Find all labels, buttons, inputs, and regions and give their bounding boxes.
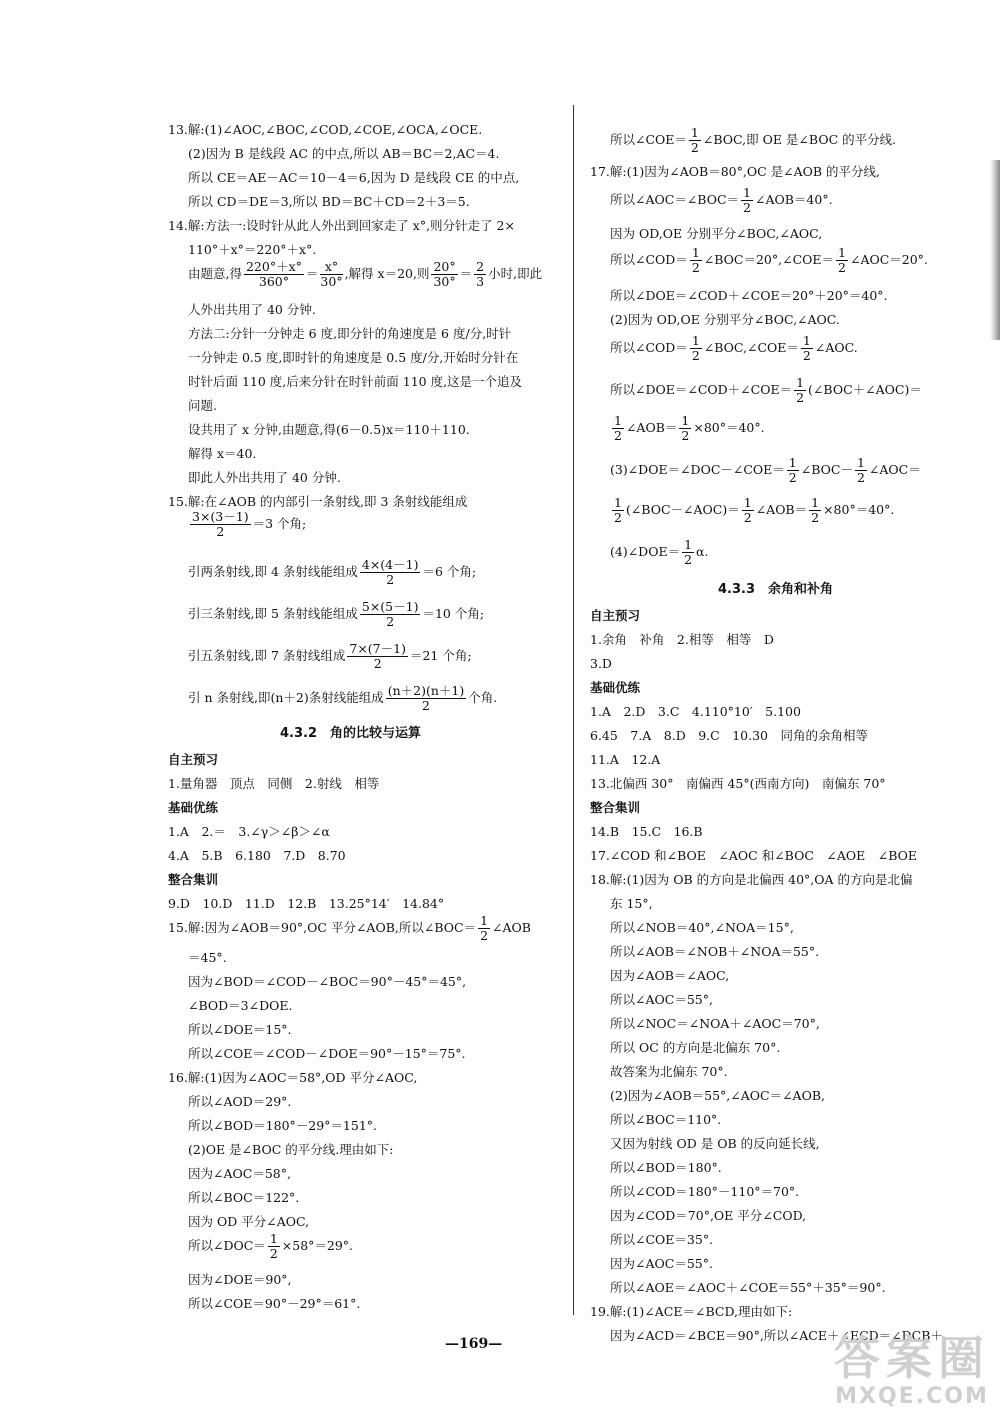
fraction: $\frac{1}{2}$: [838, 245, 846, 275]
zhjx-answers-2-2: 17.∠COD 和∠BOE ∠AOC 和∠BOC ∠AOE ∠BOE: [590, 848, 918, 863]
fraction: $\frac{1}{2}$: [691, 333, 700, 363]
q17-line-1: 17.解:(1)因为∠AOB＝80°,OC 是∠AOB 的平分线,: [590, 164, 881, 179]
jcyl-answers-2: 4.A 5.B 6.180 7.D 8.70: [168, 848, 346, 863]
q16-line-1: 16.解:(1)因为∠AOC＝58°,OD 平分∠AOC,: [168, 1070, 418, 1085]
q17-line-7: 所以∠COD＝ $\frac{1}{2}$ ∠BOC,∠COE＝ $\frac{1}{2}$ ∠AOC.: [610, 333, 858, 363]
fraction: $\frac{20^\circ}{30^\circ}$: [433, 259, 456, 289]
q14-line-9: 设共用了 x 分钟,由题意,得(6－0.5)x＝110＋110.: [188, 422, 470, 437]
fraction: $\frac{1}{2}$: [691, 245, 700, 275]
subheading-jcyl-2: 基础优练: [590, 680, 641, 695]
fraction: $\frac{1}{2}$: [690, 125, 699, 155]
zzyx-answers-2-1: 1.余角 补角 2.相等 相等 D: [590, 632, 774, 647]
q14-line-7: 时针后面 110 度,后来分针在时针前面 110 度,这是一个追及: [188, 374, 523, 389]
subheading-zzyx: 自主预习: [168, 752, 219, 767]
q17-line-12: (4)∠DOE＝ $\frac{1}{2}$ α.: [610, 537, 709, 567]
q18-line-9: 故答案为北偏东 70°.: [610, 1064, 728, 1079]
subheading-jcyl: 基础优练: [168, 800, 219, 815]
q17-line-8: 所以∠DOE＝∠COD＋∠COE＝ $\frac{1}{2}$ (∠BOC＋∠AOC)＝: [610, 375, 922, 405]
q15b-line-2: ＝45°.: [188, 950, 227, 965]
q15-line-4: 引三条射线,即 5 条射线能组成 $\frac{5\times(5-1)}{2}$ ＝10 个角;: [188, 599, 485, 629]
fraction: $\frac{7\times(7-1)}{2}$: [349, 641, 406, 671]
fraction: $\frac{2}{3}$: [476, 259, 485, 289]
q16-line-3: 所以∠BOD＝180°－29°＝151°.: [188, 1118, 378, 1133]
fraction: $\frac{(n+2)(n+1)}{2}$: [387, 683, 465, 713]
q18-line-4: 所以∠AOB＝∠NOB＋∠NOA＝55°.: [610, 944, 820, 959]
q15b-line-3: 因为∠BOD＝∠COD－∠BOC＝90°－45°＝45°,: [188, 974, 467, 989]
q15b-line-5: 所以∠DOE＝15°.: [188, 1022, 292, 1037]
fraction: $\frac{x^\circ}{30^\circ}$: [320, 259, 343, 289]
q13-line-2: (2)因为 B 是线段 AC 的中点,所以 AB＝BC＝2,AC＝4.: [188, 146, 500, 161]
watermark-logo: 答案圈 MXQE.COM: [834, 1331, 990, 1409]
q17-line-3: 因为 OD,OE 分别平分∠BOC,∠AOC,: [610, 226, 823, 241]
q17-line-2: 所以∠AOC＝∠BOC＝ $\frac{1}{2}$ ∠AOB＝40°.: [610, 185, 833, 215]
fraction: $\frac{4\times(4-1)}{2}$: [361, 557, 419, 587]
fraction: $\frac{1}{2}$: [743, 495, 752, 525]
q13-line-1: 13.解:(1)∠AOC,∠BOC,∠COD,∠COE,∠OCA,∠OCE.: [168, 122, 483, 137]
q17-line-6: (2)因为 OD,OE 分别平分∠BOC,∠AOC.: [610, 312, 840, 327]
q16-line-10: 所以∠COE＝90°－29°＝61°.: [188, 1296, 361, 1311]
q15-line-5: 引五条射线,即 7 条射线组成 $\frac{7\times(7-1)}{2}$ ＝21 个角;: [188, 641, 472, 671]
fraction: $\frac{1}{2}$: [802, 333, 811, 363]
q15b-line-4: ∠BOD＝3∠DOE.: [188, 998, 293, 1013]
subheading-zhjx-2: 整合集训: [590, 800, 641, 815]
fraction: $\frac{1}{2}$: [614, 413, 622, 443]
fraction: $\frac{1}{2}$: [614, 495, 622, 525]
q18-line-11: 所以∠BOC＝110°.: [610, 1112, 722, 1127]
q17-line-9: $\frac{1}{2}$ ∠AOB＝ $\frac{1}{2}$ ×80°＝40°.: [614, 413, 765, 443]
column-divider: [573, 105, 574, 1315]
q18-line-13: 所以∠BOD＝180°.: [610, 1160, 722, 1175]
fraction: $\frac{1}{2}$: [269, 1231, 278, 1261]
q19-line-1: 19.解:(1)∠ACE＝∠BCD,理由如下:: [590, 1304, 793, 1319]
q18-line-7: 所以∠NOC＝∠NOA＋∠AOC＝70°,: [610, 1016, 820, 1031]
jcyl-answers-1: 1.A 2.＝ 3.∠γ＞∠β＞∠α: [168, 824, 330, 839]
fraction: $\frac{5\times(5-1)}{2}$: [361, 599, 419, 629]
q16-conclusion: 所以∠COE＝ $\frac{1}{2}$ ∠BOC,即 OE 是∠BOC 的平分线.: [610, 125, 897, 155]
q18-line-6: 所以∠AOC＝55°,: [610, 992, 713, 1007]
q19-line-2: 因为∠ACD＝∠BCE＝90°,所以∠ACE＋∠ECD＝∠DCB＋: [610, 1328, 943, 1343]
zhjx-answers: 9.D 10.D 11.D 12.B 13.25°14′ 14.84°: [168, 896, 445, 911]
section-heading-4-3-2: 4.3.2 角的比较与运算: [280, 726, 422, 741]
q16-line-5: 因为∠AOC＝58°,: [188, 1166, 291, 1181]
q16-line-9: 因为∠DOE＝90°,: [188, 1272, 292, 1287]
q18-line-18: 所以∠AOE＝∠AOC＋∠COE＝55°＋35°＝90°.: [610, 1280, 886, 1295]
q14-line-4: 人外出共用了 40 分钟.: [188, 302, 316, 317]
q18-line-3: 所以∠NOB＝40°,∠NOA＝15°,: [610, 920, 794, 935]
page-number: —169—: [445, 1336, 503, 1352]
q17-line-4: 所以∠COD＝ $\frac{1}{2}$ ∠BOC＝20°,∠COE＝ $\frac{1}{2}$ ∠AOC＝20°.: [610, 245, 928, 275]
fraction: $\frac{1}{2}$: [796, 375, 805, 405]
q18-line-17: 因为∠AOC＝55°.: [610, 1256, 713, 1271]
q18-line-15: 因为∠COD＝70°,OE 平分∠COD,: [610, 1208, 807, 1223]
fraction: $\frac{1}{2}$: [480, 913, 489, 943]
q16-line-7: 因为 OD 平分∠AOC,: [188, 1214, 310, 1229]
fraction: $\frac{1}{2}$: [681, 413, 690, 443]
q18-line-16: 所以∠COE＝35°.: [610, 1232, 714, 1247]
q14-line-5: 方法二:分针一分钟走 6 度,即分针的角速度是 6 度/分,时针: [188, 326, 512, 341]
q18-line-8: 所以 OC 的方向是北偏东 70°.: [610, 1040, 781, 1055]
section-heading-4-3-3: 4.3.3 余角和补角: [718, 582, 834, 597]
q14-line-10: 解得 x＝40.: [188, 446, 257, 461]
q16-line-6: 所以∠BOC＝122°.: [188, 1190, 300, 1205]
q14-line-2: 110°＋x°＝220°＋x°.: [188, 242, 317, 257]
jcyl-answers-2-2: 6.45 7.A 8.D 9.C 10.30 同角的余角相等: [590, 728, 869, 743]
zzyx-answers-2-2: 3.D: [590, 656, 612, 671]
fraction: $\frac{1}{2}$: [684, 537, 693, 567]
fraction: $\frac{1}{2}$: [856, 455, 865, 485]
q13-line-4: 所以 CD＝DE＝3,所以 BD＝BC＋CD＝2＋3＝5.: [188, 194, 470, 209]
zhjx-answers-2-1: 14.B 15.C 16.B: [590, 824, 703, 839]
q13-line-3: 所以 CE＝AE－AC＝10－4＝6,因为 D 是线段 CE 的中点,: [188, 170, 520, 185]
q18-line-14: 所以∠COD＝180°－110°＝70°.: [610, 1184, 800, 1199]
jcyl-answers-2-3: 11.A 12.A: [590, 752, 661, 767]
q18-line-10: (2)因为∠AOB＝55°,∠AOC＝∠AOB,: [610, 1088, 825, 1103]
fraction: $\frac{1}{2}$: [811, 495, 820, 525]
q15b-line-6: 所以∠COE＝∠COD－∠DOE＝90°－15°＝75°.: [188, 1046, 466, 1061]
fraction: $\frac{220^\circ+x^\circ}{360^\circ}$: [245, 259, 302, 289]
jcyl-answers-2-4: 13.北偏西 30° 南偏西 45°(西南方向) 南偏东 70°: [590, 776, 886, 791]
q17-line-5: 所以∠DOE＝∠COD＋∠COE＝20°＋20°＝40°.: [610, 288, 888, 303]
q14-line-1: 14.解:方法一:设时针从此人外出到回家走了 x°,则分针走了 2×: [168, 218, 515, 233]
q14-line-6: 一分钟走 0.5 度,即时针的角速度是 0.5 度/分,开始时分针在: [188, 350, 519, 365]
q15b-line-1: 15.解:因为∠AOB＝90°,OC 平分∠AOB,所以∠BOC＝ $\frac{1}{2}$ ∠AOB: [168, 913, 531, 943]
q17-line-10: (3)∠DOE＝∠DOC－∠COE＝ $\frac{1}{2}$ ∠BOC－ $\frac{1}{2}$ ∠AOC＝: [610, 455, 921, 485]
q18-line-12: 又因为射线 OD 是 OB 的反向延长线,: [610, 1136, 820, 1151]
q14-line-11: 即此人外出共用了 40 分钟.: [188, 470, 341, 485]
zzyx-answers: 1.量角器 顶点 同侧 2.射线 相等: [168, 776, 380, 791]
q16-line-2: 所以∠AOD＝29°.: [188, 1094, 292, 1109]
subheading-zzyx-2: 自主预习: [590, 608, 641, 623]
q15-line-1: 15.解:在∠AOB 的内部引一条射线,即 3 条射线能组成: [168, 494, 468, 509]
subheading-zhjx: 整合集训: [168, 872, 219, 887]
q18-line-5: 因为∠AOB＝∠AOC,: [610, 968, 730, 983]
q15-line-2: $\frac{3\times(3-1)}{2}$ ＝3 个角;: [192, 509, 307, 539]
q18-line-1: 18.解:(1)因为 OB 的方向是北偏西 40°,OA 的方向是北偏: [590, 872, 913, 887]
q15-line-6: 引 n 条射线,即(n＋2)条射线能组成 $\frac{(n+2)(n+1)}{2}$ 个角.: [188, 683, 498, 713]
fraction: $\frac{1}{2}$: [788, 455, 797, 485]
q17-line-11: $\frac{1}{2}$ (∠BOC－∠AOC)＝ $\frac{1}{2}$ ∠AOB＝ $\frac{1}{2}$ ×80°＝40°.: [614, 495, 895, 525]
q16-line-4: (2)OE 是∠BOC 的平分线.理由如下:: [188, 1142, 394, 1157]
q14-line-8: 问题.: [188, 398, 217, 413]
q18-line-2: 东 15°,: [610, 896, 653, 911]
jcyl-answers-2-1: 1.A 2.D 3.C 4.110°10′ 5.100: [590, 704, 801, 719]
q16-line-8: 所以∠DOC＝ $\frac{1}{2}$ ×58°＝29°.: [188, 1231, 354, 1261]
q15-line-3: 引两条射线,即 4 条射线能组成 $\frac{4\times(4-1)}{2}$ ＝6 个角;: [188, 557, 477, 587]
fraction: $\frac{1}{2}$: [743, 185, 751, 215]
q14-line-3: 由题意,得 $\frac{220^\circ+x^\circ}{360^\circ}$ ＝ $\frac{x^\circ}{30^\circ}$ ,解得 x＝20,则 $\frac{20^\circ}{30^\circ}$ ＝ $\frac{2}{3}$ 小时,即此: [188, 259, 543, 289]
page-edge-shadow: [990, 160, 1000, 340]
fraction: $\frac{3\times(3-1)}{2}$: [192, 509, 249, 539]
